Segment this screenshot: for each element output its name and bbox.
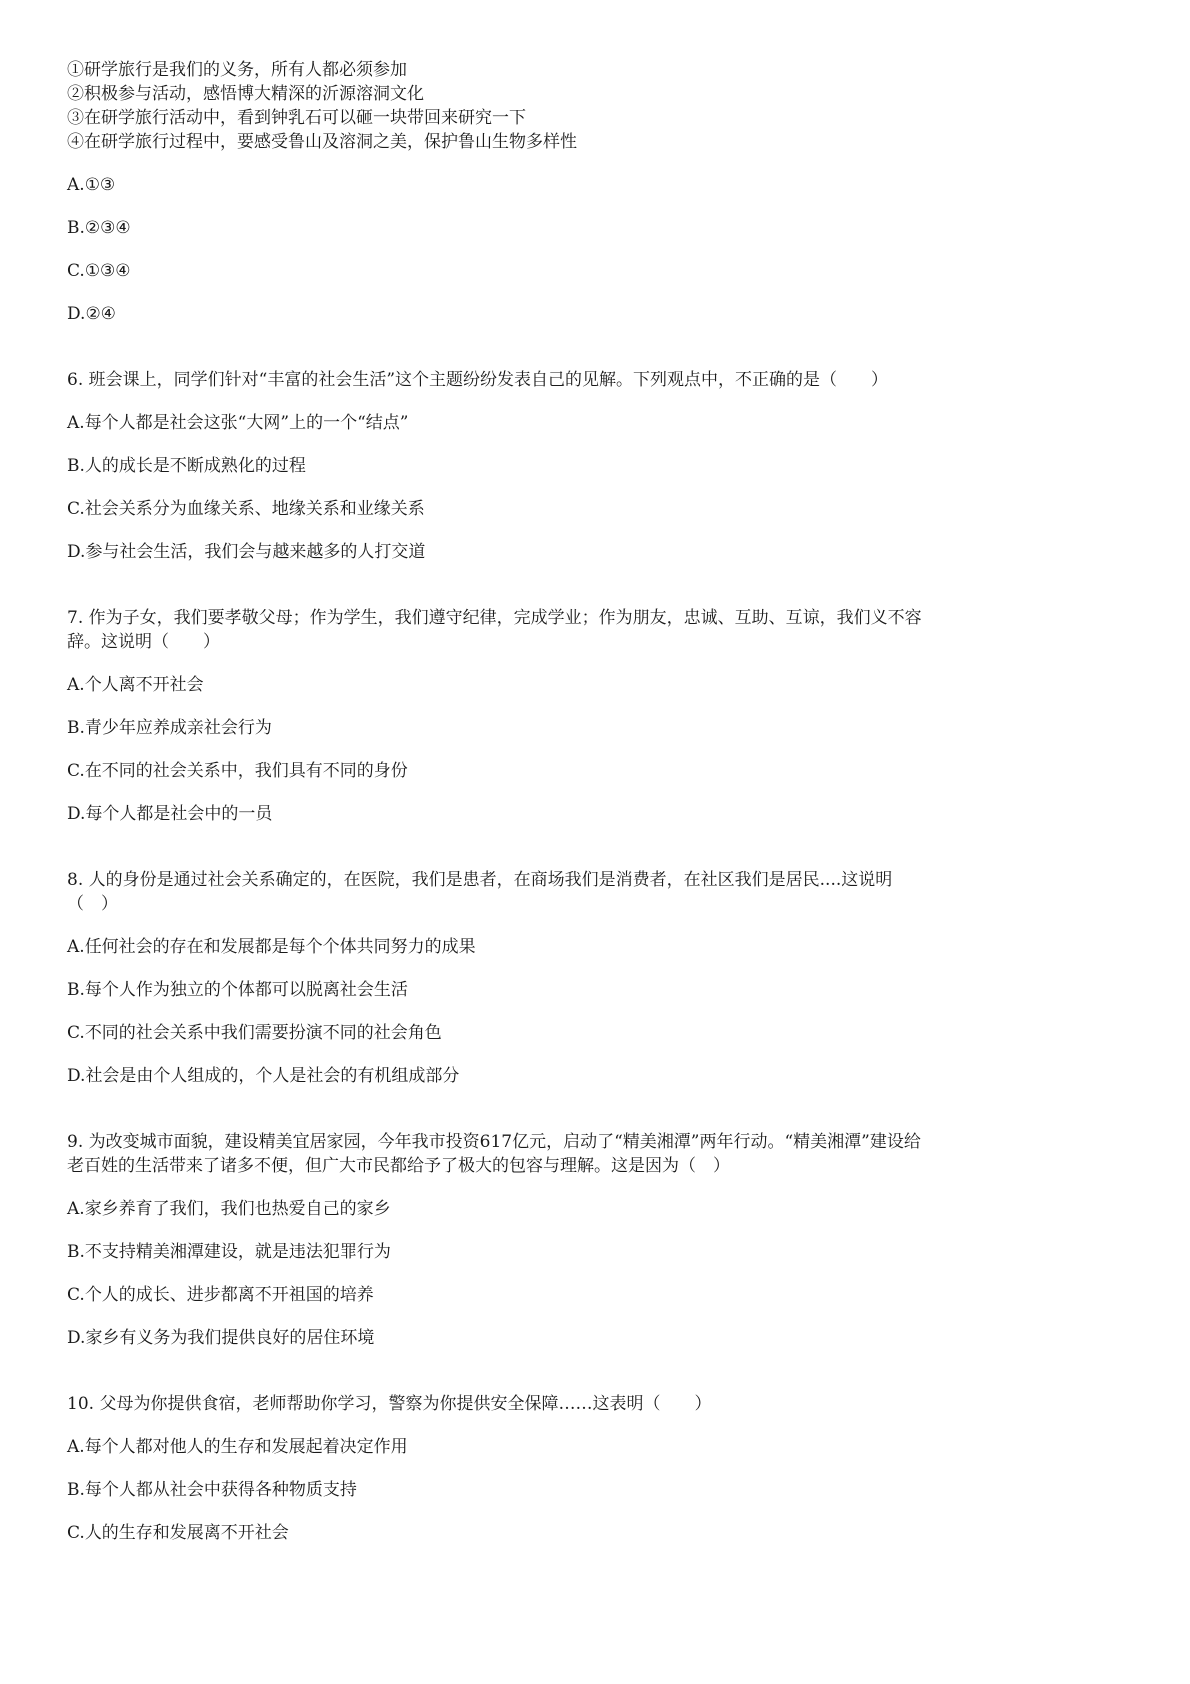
q10-option-c[interactable] (67, 1521, 927, 1545)
option-label: A. (67, 1199, 85, 1219)
option-text: 每个人都是社会中的一员 (85, 804, 273, 824)
option-text: ②③④ (84, 218, 131, 238)
option-label: B. (67, 218, 85, 238)
option-label: D. (67, 304, 86, 324)
q9-option-d[interactable] (67, 1326, 927, 1350)
option-label: C. (67, 1285, 85, 1305)
q5-option-d[interactable] (67, 302, 927, 326)
option-text: 参与社会生活，我们会与越来越多的人打交道 (85, 542, 426, 562)
option-text: 家乡有义务为我们提供良好的居住环境 (85, 1328, 375, 1348)
option-label: A. (67, 175, 85, 195)
option-label: C. (67, 761, 85, 781)
option-text: 在不同的社会关系中，我们具有不同的身份 (84, 761, 408, 781)
option-label: B. (67, 1480, 85, 1500)
option-label: C. (67, 1023, 85, 1043)
q5-statements (67, 58, 927, 154)
question-9 (67, 1130, 927, 1350)
question-number: 7. (67, 608, 84, 628)
option-text: 社会关系分为血缘关系、地缘关系和业缘关系 (84, 499, 425, 519)
option-text: 每个人都从社会中获得各种物质支持 (84, 1480, 357, 1500)
statement-1: ①研学旅行是我们的义务，所有人都必须参加 (67, 60, 407, 80)
option-text: 人的成长是不断成熟化的过程 (84, 456, 306, 476)
option-text: ①③ (84, 175, 116, 195)
q5-option-a[interactable] (67, 173, 927, 197)
option-label: D. (67, 804, 86, 824)
option-text: 家乡养育了我们，我们也热爱自己的家乡 (84, 1199, 391, 1219)
option-text: 人的生存和发展离不开社会 (84, 1523, 289, 1543)
q10-option-b[interactable] (67, 1478, 927, 1502)
option-text: 不同的社会关系中我们需要扮演不同的社会角色 (84, 1023, 442, 1043)
question-stem (67, 1392, 927, 1416)
exam-page (67, 58, 927, 1564)
question-text: 为改变城市面貌，建设精美宜居家园，今年我市投资617亿元，启动了“精美湘潭”两年行动。“精美湘潭”建设给老百姓的生活带来了诸多不便，但广大市民都给予了极大的包容与理解。这是因为（ ） (67, 1132, 921, 1176)
q6-option-c[interactable] (67, 497, 927, 521)
q9-option-b[interactable] (67, 1240, 927, 1264)
option-text: 每个人都对他人的生存和发展起着决定作用 (84, 1437, 408, 1457)
question-text: 父母为你提供食宿，老师帮助你学习，警察为你提供安全保障……这表明（ ） (99, 1394, 712, 1414)
q8-option-d[interactable] (67, 1064, 927, 1088)
question-text: 作为子女，我们要孝敬父母；作为学生，我们遵守纪律，完成学业；作为朋友，忠诚、互助、互谅，我们义不容辞。这说明（ ） (67, 608, 922, 652)
q6-option-b[interactable] (67, 454, 927, 478)
question-number: 9. (67, 1132, 84, 1152)
option-text: 每个人都是社会这张“大网”上的一个“结点” (84, 413, 409, 433)
q10-option-a[interactable] (67, 1435, 927, 1459)
question-10 (67, 1392, 927, 1545)
q8-option-b[interactable] (67, 978, 927, 1002)
option-label: D. (67, 542, 86, 562)
option-text: 每个人作为独立的个体都可以脱离社会生活 (84, 980, 408, 1000)
question-8 (67, 868, 927, 1088)
option-label: A. (67, 937, 85, 957)
option-text: 不支持精美湘潭建设，就是违法犯罪行为 (84, 1242, 391, 1262)
option-label: B. (67, 718, 85, 738)
question-number: 6. (67, 370, 84, 390)
option-label: B. (67, 456, 85, 476)
option-label: D. (67, 1066, 86, 1086)
statement-4: ④在研学旅行过程中，要感受鲁山及溶洞之美，保护鲁山生物多样性 (67, 132, 577, 152)
q6-option-a[interactable] (67, 411, 927, 435)
option-label: A. (67, 1437, 85, 1457)
option-label: D. (67, 1328, 86, 1348)
question-number: 10. (67, 1394, 95, 1414)
q7-option-b[interactable] (67, 716, 927, 740)
question-text: 班会课上，同学们针对“丰富的社会生活”这个主题纷纷发表自己的见解。下列观点中，不正确的是（ ） (88, 370, 889, 390)
q7-option-c[interactable] (67, 759, 927, 783)
option-text: 个人离不开社会 (84, 675, 204, 695)
q6-option-d[interactable] (67, 540, 927, 564)
question-7 (67, 606, 927, 826)
question-text: 人的身份是通过社会关系确定的，在医院，我们是患者，在商场我们是消费者，在社区我们是居民....这说明（ ） (67, 870, 893, 914)
statement-2: ②积极参与活动，感悟博大精深的沂源溶洞文化 (67, 84, 424, 104)
q5-option-b[interactable] (67, 216, 927, 240)
option-text: ②④ (85, 304, 116, 324)
option-label: A. (67, 413, 85, 433)
q8-option-a[interactable] (67, 935, 927, 959)
statement-3: ③在研学旅行活动中，看到钟乳石可以砸一块带回来研究一下 (67, 108, 526, 128)
question-stem (67, 606, 927, 654)
q8-option-c[interactable] (67, 1021, 927, 1045)
option-label: A. (67, 675, 85, 695)
option-text: 个人的成长、进步都离不开祖国的培养 (84, 1285, 374, 1305)
option-label: C. (67, 499, 85, 519)
question-stem (67, 868, 927, 916)
q7-option-a[interactable] (67, 673, 927, 697)
option-text: ①③④ (84, 261, 131, 281)
q9-option-a[interactable] (67, 1197, 927, 1221)
option-label: C. (67, 261, 85, 281)
question-6 (67, 368, 927, 564)
option-label: B. (67, 980, 85, 1000)
q9-option-c[interactable] (67, 1283, 927, 1307)
option-text: 任何社会的存在和发展都是每个个体共同努力的成果 (84, 937, 476, 957)
q5-option-c[interactable] (67, 259, 927, 283)
question-number: 8. (67, 870, 84, 890)
option-text: 青少年应养成亲社会行为 (84, 718, 272, 738)
option-label: B. (67, 1242, 85, 1262)
question-stem (67, 368, 927, 392)
option-label: C. (67, 1523, 85, 1543)
question-stem (67, 1130, 927, 1178)
option-text: 社会是由个人组成的，个人是社会的有机组成部分 (85, 1066, 460, 1086)
q7-option-d[interactable] (67, 802, 927, 826)
q5-options (67, 173, 927, 326)
